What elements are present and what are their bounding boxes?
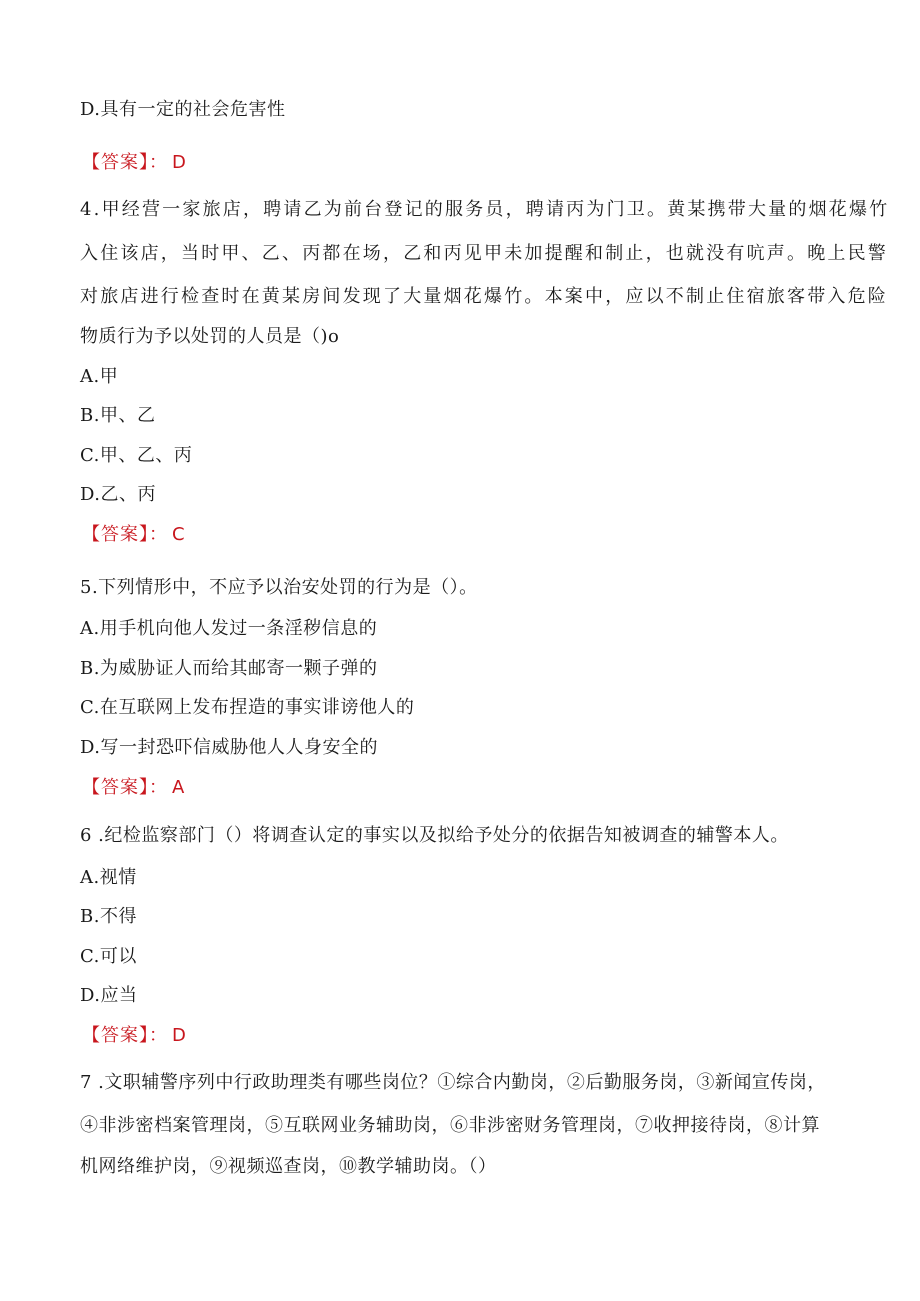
q6-option-a: A.视情 xyxy=(80,867,137,888)
q5-stem-line-1: 5.下列情形中，不应予以治安处罚的行为是（）。 xyxy=(80,577,478,598)
q6-option-b: B.不得 xyxy=(80,906,137,927)
q7-stem-line-3: 机网络维护岗，⑨视频巡查岗，⑩教学辅助岗。（） xyxy=(80,1156,497,1177)
q6-option-d: D.应当 xyxy=(80,985,138,1006)
q7-stem-line-1: 7 .文职辅警序列中行政助理类有哪些岗位？①综合内勤岗，②后勤服务岗，③新闻宣传岗， xyxy=(80,1072,826,1093)
q6-option-c: C.可以 xyxy=(80,946,137,967)
q4-option-d: D.乙、丙 xyxy=(80,484,157,505)
answer-label: 【答案】： xyxy=(82,152,168,173)
q4-stem-line-4: 物质行为予以处罚的人员是（)o xyxy=(80,326,340,347)
q5-option-a: A.用手机向他人发过一条淫秽信息的 xyxy=(80,618,378,639)
answer-value: D xyxy=(172,152,187,173)
answer-label: 【答案】： xyxy=(82,1025,168,1046)
answer-value: D xyxy=(172,1025,187,1046)
answer-label: 【答案】： xyxy=(82,777,168,798)
q6-answer xyxy=(82,1024,842,1048)
q5-option-b: B.为威胁证人而给其邮寄一颗子弹的 xyxy=(80,658,378,679)
q6-stem-line-1: 6 .纪检监察部门（）将调查认定的事实以及拟给予处分的依据告知被调查的辅警本人。 xyxy=(80,825,789,846)
q7-stem-line-2: ④非涉密档案管理岗，⑤互联网业务辅助岗，⑥非涉密财务管理岗，⑦收押接待岗，⑧计算 xyxy=(80,1115,820,1136)
q4-stem-line-2: 入住该店，当时甲、乙、丙都在场，乙和丙见甲未加提醒和制止，也就没有吭声。晚上民警 xyxy=(80,243,888,264)
q3-option-d: D.具有一定的社会危害性 xyxy=(80,99,286,120)
q5-option-d: D.写一封恐吓信威胁他人人身安全的 xyxy=(80,737,379,758)
q4-option-c: C.甲、乙、丙 xyxy=(80,445,193,466)
q4-stem-line-1: 4.甲经营一家旅店，聘请乙为前台登记的服务员，聘请丙为门卫。黄某携带大量的烟花爆竹 xyxy=(80,199,890,220)
q3-answer xyxy=(82,151,842,175)
q5-option-c: C.在互联网上发布捏造的事实诽谤他人的 xyxy=(80,697,415,718)
q5-answer xyxy=(82,776,842,800)
answer-label: 【答案】： xyxy=(82,524,168,545)
answer-value: C xyxy=(172,524,186,545)
q4-option-b: B.甲、乙 xyxy=(80,405,156,426)
q4-option-a: A.甲 xyxy=(80,366,119,387)
q4-answer xyxy=(82,523,842,547)
q4-stem-line-3: 对旅店进行检查时在黄某房间发现了大量烟花爆竹。本案中，应以不制止住宿旅客带入危险 xyxy=(80,286,888,307)
answer-value: A xyxy=(172,777,186,798)
